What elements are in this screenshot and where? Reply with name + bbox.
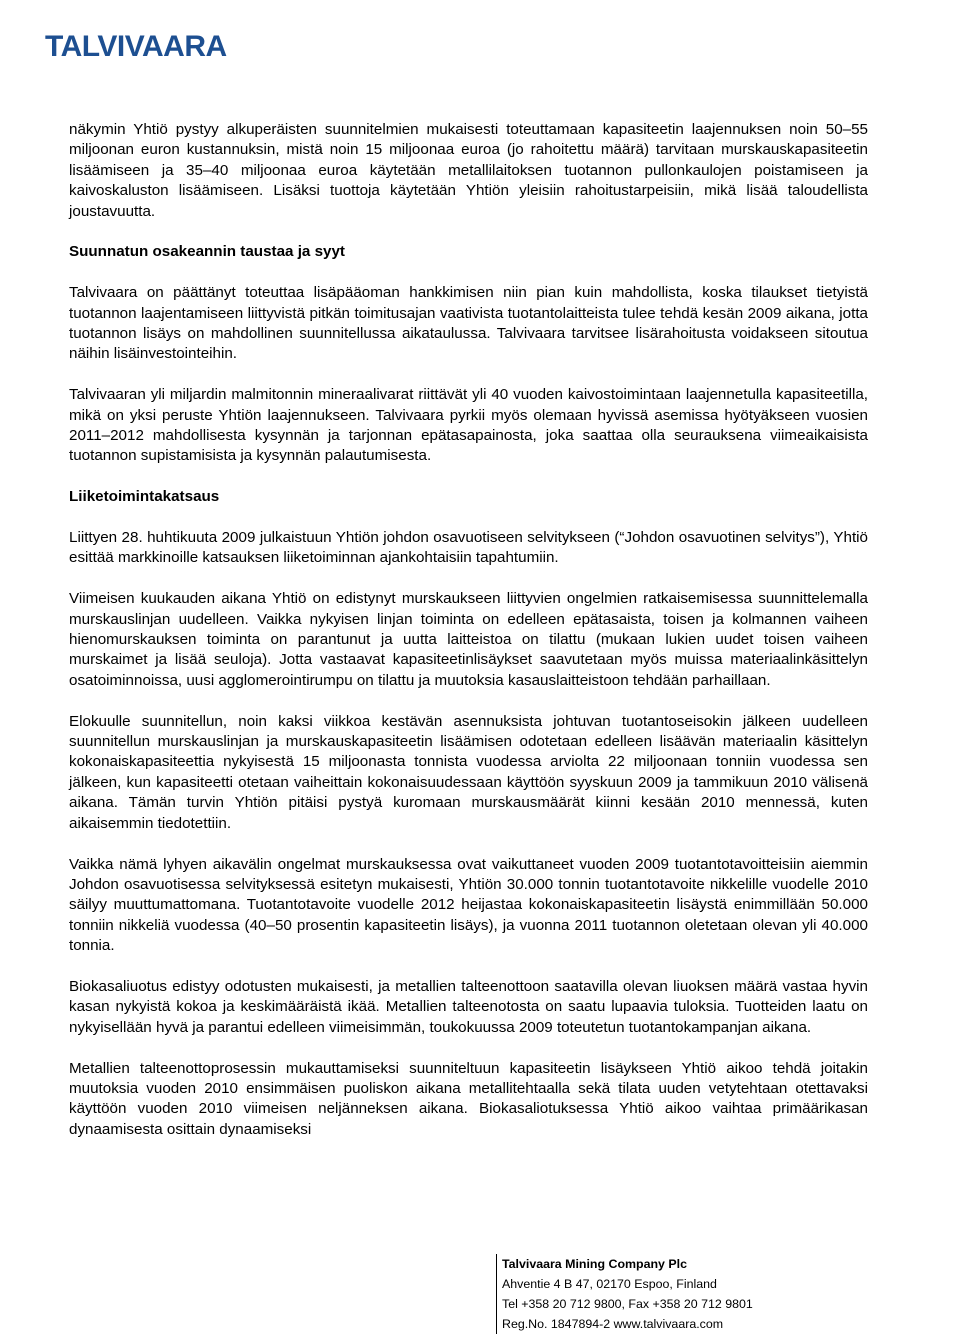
- paragraph: Talvivaara on päättänyt toteuttaa lisäpääoman hankkimisen niin pian kuin mahdollista, koska tilaukset tietyistä tuotannon laajentamiseen liittyvistä pitkän toimitusajan vaativista tuotantolaitteista tulee tehdä kesän 2009 aikana, jotta tuotannon lisäys on mahdollinen suunnitellussa aikataulussa. Talvivaara tarvitsee lisärahoitusta voidakseen sitoutua näihin lisäinvestointeihin.: [69, 284, 868, 363]
- paragraph: Viimeisen kuukauden aikana Yhtiö on edistynyt murskaukseen liittyvien ongelmien ratkaisemisessa suunnittelemalla murskauslinjan uudelleen. Vaikka nykyisen linjan toiminta on edelleen epätasaista, toisen ja kolmannen vaiheen hienomurskauksen toiminta on parantunut ja uutta laitteistoa on tilattu (mukaan lukien uudet toisen vaiheen murskaimet ja lisää seuloja). Jotta vastaavat kapasiteetinlisäykset saavutetaan myös muissa materiaalinkäsittelyn osatoiminnoissa, uusi agglomerointirumpu on tilattu ja muutoksia kasauslaitteistoon tehdään parhaillaan.: [69, 590, 868, 689]
- paragraph: Biokasaliuotus edistyy odotusten mukaisesti, ja metallien talteenottoon saatavilla olevan liuoksen määrä vastaa hyvin kasan nykyistä kokoa ja keskimääräistä ikää. Metallien talteenotosta on saatu lupaavia tuloksia. Tuotteiden laatu on nykyisellään hyvä ja parantui edelleen viimeisimmän, toukokuussa 2009 toteutetun tuotantokampanjan aikana.: [69, 977, 868, 1036]
- paragraph: Elokuulle suunnitellun, noin kaksi viikkoa kestävän asennuksista johtuvan tuotantoseisokin jälkeen uudelleen suunnitellun murskauslinjan ja murskauskapasiteetin lisäämisen odotetaan edelleen lisäävän materiaalin käsittelyn kokonaiskapasiteettia nykyisestä 15 miljoonasta tonnista vuodessa arviolta 22 miljoonaan tonniin vuodessa sen jälkeen, kun kapasiteetti otetaan vaiheittain kokonaisuudessaan käyttöön syyskuun 2009 ja tammikuun 2010 välisenä aikana. Tämän turvin Yhtiön pitäisi pystyä kuromaan murskausmäärät kiinni kesään 2010 mennessä, kuten aikaisemmin tiedotettiin.: [69, 712, 868, 832]
- paragraph: Liittyen 28. huhtikuuta 2009 julkaistuun Yhtiön johdon osavuotiseen selvitykseen (“Johdon osavuotinen selvitys”), Yhtiö esittää markkinoille katsauksen liiketoiminnan ajankohtaisiin tapahtumiin.: [69, 529, 868, 567]
- document-body: [69, 120, 868, 1140]
- section-heading: Liiketoimintakatsaus: [69, 488, 220, 506]
- paragraph: näkymin Yhtiö pystyy alkuperäisten suunnitelmien mukaisesti toteuttamaan kapasiteetin laajennuksen noin 50–55 miljoonan euron kustannuksin, mistä noin 15 miljoonaa euroa (jo rahoitettu määrä) tarvitaan murskauskapasiteetin lisäämiseen ja 35–40 miljoonaa euroa käytetään metallilaitoksen tuotannon pullonkaulojen poistamiseen ja kaivoskaluston lisäämiseen. Lisäksi tuottoja käytetään Yhtiön yleisiin rahoitustarpeisiin, mikä lisää taloudellista joustavuutta.: [69, 121, 868, 220]
- footer-phone: Tel +358 20 712 9800, Fax +358 20 712 9801: [502, 1297, 753, 1311]
- footer-registration: Reg.No. 1847894-2 www.talvivaara.com: [502, 1317, 724, 1331]
- footer-address: Ahventie 4 B 47, 02170 Espoo, Finland: [502, 1277, 717, 1291]
- paragraph: Talvivaaran yli miljardin malmitonnin mineraalivarat riittävät yli 40 vuoden kaivostoimintaan laajennetulla kapasiteetilla, mikä on yksi peruste Yhtiön laajennukseen. Talvivaara pyrkii myös olemaan hyvissä asemissa hyötyäkseen vuosien 2011–2012 mahdollisesta kysynnän ja tarjonnan epätasapainosta, joka saattaa olla seurauksena viimeaikaisista tuotannon supistamisista ja kysynnän palautumisesta.: [69, 386, 868, 465]
- paragraph: Metallien talteenottoprosessin mukauttamiseksi suunniteltuun kapasiteetin lisäykseen Yhtiö aikoo tehdä joitakin muutoksia vuoden 2010 ensimmäisen puoliskon aikana metallitehtaalla sekä tilata uuden vetytehtaan otettavaksi käyttöön vuoden 2010 viimeisen neljänneksen aikana. Biokasaliotuksessa Yhtiö aikoo vaihtaa primäärikasan dynaamisesta osittain dynaamiseksi: [69, 1059, 868, 1138]
- paragraph: Vaikka nämä lyhyen aikavälin ongelmat murskauksessa ovat vaikuttaneet vuoden 2009 tuotantotavoitteisiin aiemmin Johdon osavuotisessa selvityksessä esitetyn mukaisesti, Yhtiön 30.000 tonnin tuotantotavoite nikkelille vuodelle 2010 säilyy muuttumattomana. Tuotantotavoite vuodelle 2012 heijastaa kokonaiskapasiteetin lisäystä enimmillään 50.000 tonniin nikkeliä vuodessa (40–50 prosentin kapasiteetin lisäys), ja vuonna 2011 tuotannon oletetaan olevan yli 40.000 tonnia.: [69, 855, 868, 955]
- footer-company-name: Talvivaara Mining Company Plc: [502, 1257, 687, 1271]
- footer-contact: [496, 1254, 922, 1334]
- company-logo: TALVIVAARA: [45, 30, 227, 63]
- section-heading: Suunnatun osakeannin taustaa ja syyt: [69, 243, 345, 261]
